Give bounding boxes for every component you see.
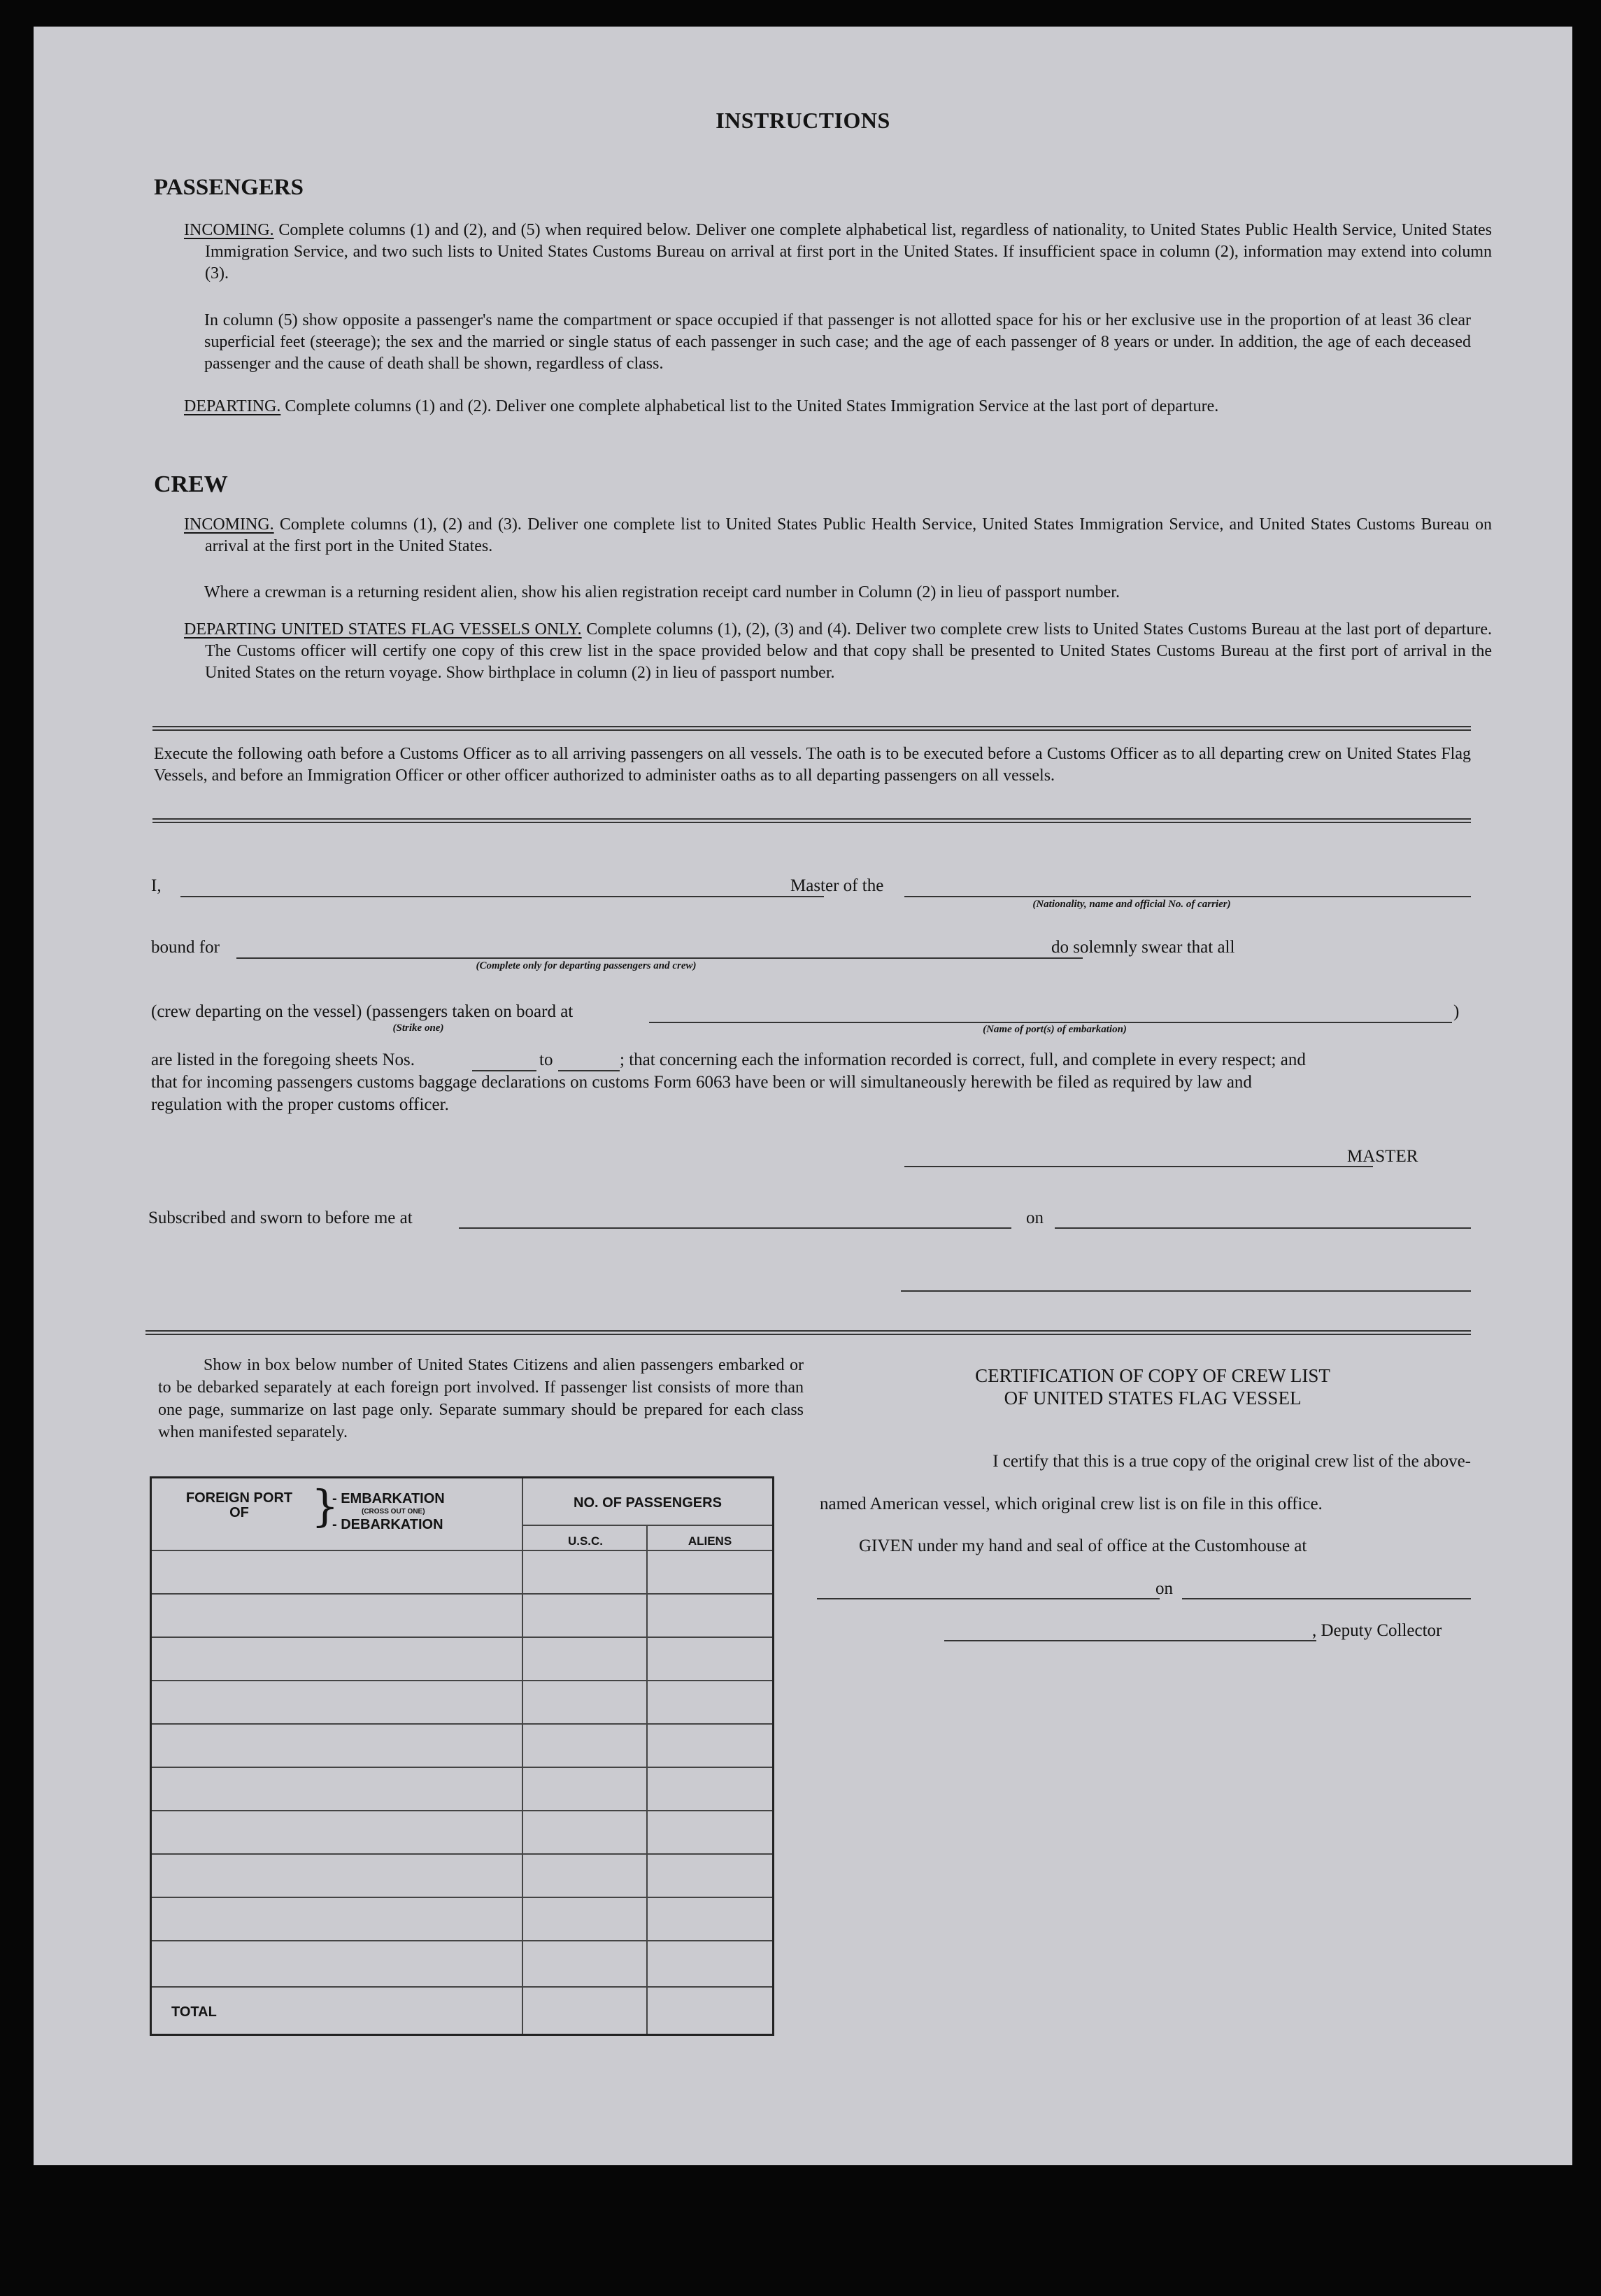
crew-departing-paragraph: [184, 619, 1492, 684]
carrier-caption: (Nationality, name and official No. of carrier): [1032, 899, 1231, 910]
divider: [152, 818, 1471, 823]
summary-instructions: Show in box below number of United States Citizens and alien passengers embarked or to be debarked separately at each foreign port involved. If passenger list consists of more than one page, summarize on last page only. Separate summary should be prepared for each class when manifested separately.: [158, 1356, 804, 1441]
table-row-divider: [152, 1637, 772, 1638]
oath-i-label: I,: [151, 876, 162, 895]
oath-instructions: Execute the following oath before a Customs Officer as to all arriving passengers on all vessels. The oath is to be executed before a Customs Officer as to all departing crew on United States Flag Vessels, and before an Immigration Officer or other officer authorized to administer oaths as to all departing passengers on all vessels.: [154, 745, 1471, 785]
passengers-incoming-text: Complete columns (1) and (2), and (5) when required below. Deliver one complete alphabetical list, regardless of nationality, to United States Public Health Service, United States Immigration Service, and two such lists to United States Customs Bureau on arrival at first port in the United States. If insufficient space in column (2), information may extend into column (3).: [205, 221, 1492, 283]
close-paren: ): [1453, 1002, 1460, 1021]
aliens-header: ALIENS: [688, 1534, 732, 1548]
table-row-divider: [152, 1853, 772, 1855]
to-label: to: [539, 1050, 553, 1069]
column-divider: [646, 1525, 648, 2034]
ports-line[interactable]: [649, 1022, 1452, 1023]
sworn-at-line[interactable]: [459, 1227, 1011, 1229]
debarkation-header: - DEBARKATION: [332, 1517, 443, 1532]
statement-line2: that for incoming passengers customs baggage declarations on customs Form 6063 have been or will simultaneously herewith be filed as required by law and: [151, 1073, 1252, 1092]
no-of-passengers-header: NO. OF PASSENGERS: [574, 1495, 722, 1511]
table-row-divider: [152, 1767, 772, 1768]
strike-one-caption: (Strike one): [392, 1022, 444, 1034]
master-signature-line[interactable]: [904, 1166, 1373, 1167]
embarkation-header: - EMBARKATION: [332, 1491, 445, 1506]
foreign-port-of-header: FOREIGN PORT OF: [185, 1490, 293, 1520]
form-page: [34, 27, 1572, 2165]
statement-line3: regulation with the proper customs officer.: [151, 1095, 449, 1114]
table-row-divider: [152, 1940, 772, 1941]
bound-for-label: bound for: [151, 938, 220, 957]
crew-incoming-text: Complete columns (1), (2) and (3). Deliver one complete list to United States Public Health Service, United States Immigration Service, and United States Customs Bureau on arrival at the first port in the United States.: [205, 515, 1492, 555]
table-row-divider: [152, 1593, 772, 1595]
crew-departing-text: (crew departing on the vessel) (passengers taken on board at: [151, 1002, 574, 1021]
certification-line2: named American vessel, which original crew list is on file in this office.: [820, 1495, 1323, 1513]
passengers-column5-paragraph: In column (5) show opposite a passenger's name the compartment or space occupied if that passenger is not allotted space for his or her exclusive use in the proportion of at least 36 clear superficial feet (steerage); the sex and the married or single status of each passenger in such case; and the age of each passenger of 8 years or under. In addition, the age of each deceased passenger and the cause of death shall be shown, regardless of class.: [204, 311, 1471, 373]
subheader-divider: [522, 1525, 772, 1526]
brace-icon: }: [311, 1481, 339, 1532]
statement-text: ; that concerning each the information recorded is correct, full, and complete in every respect; and: [620, 1050, 1306, 1069]
certification-title: [838, 1364, 1467, 1409]
sheet-to-line[interactable]: [558, 1070, 620, 1071]
crew-departing-text: Complete columns (1), (2), (3) and (4). Deliver two complete crew lists to United States Customs Bureau at the last port of departure. The Customs officer will certify one copy of this crew list in the space provided below and that copy shall be presented to United States Customs Bureau at the first port of arrival in the United States on the return voyage. Show birthplace in column (2) in lieu of passport number.: [205, 620, 1492, 682]
bound-for-line[interactable]: [236, 957, 1083, 959]
crew-incoming-label: INCOMING.: [184, 515, 274, 534]
bleed-through: [999, 173, 1011, 197]
page-title: INSTRUCTIONS: [716, 108, 890, 133]
divider: [152, 726, 1471, 731]
ports-caption: (Name of port(s) of embarkation): [983, 1024, 1127, 1035]
sworn-date-line[interactable]: [1055, 1227, 1471, 1229]
solemnly-swear-text: do solemnly swear that all: [1051, 938, 1235, 957]
deputy-signature-line[interactable]: [944, 1640, 1316, 1641]
passengers-departing-label: DEPARTING.: [184, 397, 281, 415]
sheet-from-line[interactable]: [472, 1070, 536, 1071]
certification-line1: I certify that this is a true copy of the original crew list of the above-: [992, 1452, 1471, 1471]
passenger-summary-table: [150, 1476, 774, 2036]
master-of-the-label: Master of the: [790, 876, 884, 895]
certification-date-line[interactable]: [1182, 1598, 1471, 1599]
passengers-incoming-label: INCOMING.: [184, 221, 274, 239]
passengers-departing-text: Complete columns (1) and (2). Deliver one complete alphabetical list to the United States Immigration Service at the last port of departure.: [280, 397, 1219, 415]
passengers-heading: PASSENGERS: [154, 175, 304, 200]
table-row-divider: [152, 1986, 772, 1988]
usc-header: U.S.C.: [567, 1534, 604, 1548]
header-divider: [152, 1550, 772, 1551]
crew-departing-label: DEPARTING UNITED STATES FLAG VESSELS ONLY.: [184, 620, 582, 639]
table-row-divider: [152, 1680, 772, 1681]
certification-on-label: on: [1155, 1579, 1173, 1598]
column-divider: [522, 1478, 523, 2034]
customhouse-line[interactable]: [817, 1598, 1160, 1599]
crew-resident-paragraph: Where a crewman is a returning resident alien, show his alien registration receipt card number in Column (2) in lieu of passport number.: [204, 583, 1120, 601]
bound-for-caption: (Complete only for departing passengers and crew): [476, 960, 697, 971]
divider: [145, 1330, 1471, 1335]
are-listed-text: are listed in the foregoing sheets Nos.: [151, 1050, 415, 1069]
deputy-collector-label: , Deputy Collector: [1312, 1621, 1442, 1640]
table-row-divider: [152, 1723, 772, 1725]
master-name-line[interactable]: [180, 896, 824, 897]
master-label: MASTER: [1347, 1147, 1418, 1166]
on-label: on: [1026, 1208, 1044, 1227]
crew-incoming-paragraph: [184, 514, 1492, 557]
table-row-divider: [152, 1810, 772, 1811]
passengers-departing-paragraph: [184, 396, 1492, 418]
certification-line3: GIVEN under my hand and seal of office at the Customhouse at: [859, 1536, 1307, 1555]
subscribed-text: Subscribed and sworn to before me at: [148, 1208, 413, 1227]
carrier-line[interactable]: [904, 896, 1471, 897]
passengers-incoming-paragraph: [184, 220, 1492, 285]
certification-title-line1: CERTIFICATION OF COPY OF CREW LIST: [975, 1365, 1330, 1386]
certification-title-line2: OF UNITED STATES FLAG VESSEL: [1004, 1388, 1302, 1409]
crew-heading: CREW: [154, 471, 228, 497]
officer-signature-line[interactable]: [901, 1290, 1471, 1292]
table-row-divider: [152, 1897, 772, 1898]
cross-out-note: (CROSS OUT ONE): [362, 1508, 425, 1516]
total-label: TOTAL: [171, 2004, 217, 2020]
